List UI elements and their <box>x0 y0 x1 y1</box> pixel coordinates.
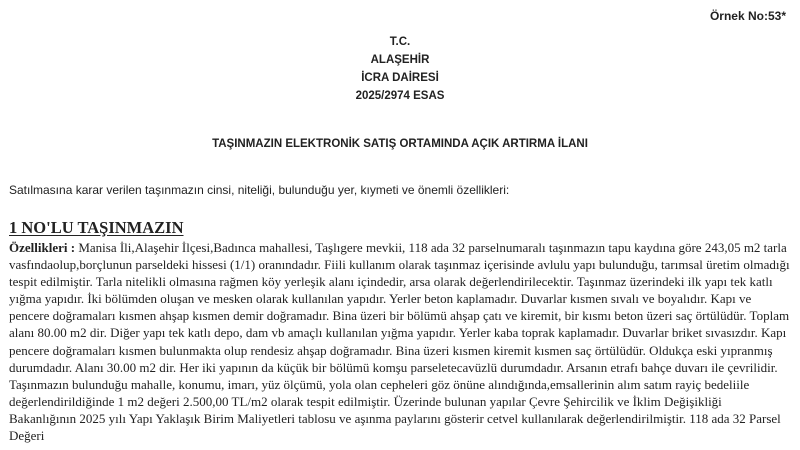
features-text: Manisa İli,Alaşehir İlçesi,Badınca mahallesi, Taşlıgere mevkii, 118 ada 32 parselnumaralı taşınmazın tapu kaydına göre 243,05 m2 tarla vasfındaolup,borçlunun parseldeki hissesi (1/1) oranındadır. Fiili kullanım olarak taşınmaz içerisinde avlulu yapı bulunduğu, tarımsal üretim olmadığı tespit edilmiştir. Tarla nitelikli olmasına rağmen köy yerleşik alanı içindedir, arsa olarak değerlendirilecektir. Taşınmaz üzerindeki ilk yapı tek katlı yığma yapıdır. İki bölümden oluşan ve mesken olarak kullanılan yapıdır. Yerler beton kaplamadır. Duvarlar kısmen sıvalı ve boyalıdır. Kapı ve pencere doğramaları kısmen ahşap kısmen demir doğramadır. Bina üzeri bir bölümü ahşap çatı ve kiremit, bir kısmı beton üzeri saç örtülüdür. Toplam alanı 80.00 m2 dir. Diğer yapı tek katlı depo, dam vb amaçlı kullanılan yığma yapıdır. Yerler kaba toprak kaplamadır. Duvarlar briket sıvasızdır. Kapı pencere doğramaları kısmen bulunmakta olup rendesiz ahşap doğramadır. Bina üzeri kısmen kiremit kısmen saç örtülüdür. Oldukça eski yıpranmış durumdadır. Alanı 30.00 m2 dir. Her iki yapının da küçük bir bölümü komşu parseletecavüzlü durumdadır. Arsanın etrafı bahçe duvarı ile çevrilidir. Taşınmazın bulunduğu mahalle, konumu, imarı, yüz ölçümü, yola olan cepheleri göz önüne alındığında,emsallerinin alım satım rayiç bedeliile değerlendirildiğinde 1 m2 değeri 2.500,00 TL/m2 olarak tespit edilmiştir. Üzerinde bulunan yapılar Çevre Şehircilik ve İklim Değişikliği Bakanlığının 2025 yılı Yapı Yaklaşık Birim Maliyetleri tablosu ve aşınma paylarını gösterir cetvel kullanılarak değerlendirilmiştir. 118 ada 32 Parsel Değeri <box>9 240 790 444</box>
header-case-number: 2025/2974 ESAS <box>355 90 445 102</box>
announcement-title: TAŞINMAZIN ELEKTRONİK SATIŞ ORTAMINDA AÇIK ARTIRMA İLANI <box>212 138 588 150</box>
features-label: Özellikleri : <box>9 240 76 255</box>
property-description <box>9 239 791 444</box>
property-heading: 1 NO'LU TAŞINMAZIN <box>9 218 184 237</box>
document-header <box>0 33 800 105</box>
intro-text: Satılmasına karar verilen taşınmazın cinsi, niteliği, bulunduğu yer, kıymeti ve önemli özellikleri: <box>9 183 510 197</box>
form-number: Örnek No:53* <box>709 9 786 23</box>
header-office: İCRA DAİRESİ <box>361 72 439 84</box>
header-city: ALAŞEHİR <box>370 54 430 66</box>
header-tc: T.C. <box>389 36 411 48</box>
